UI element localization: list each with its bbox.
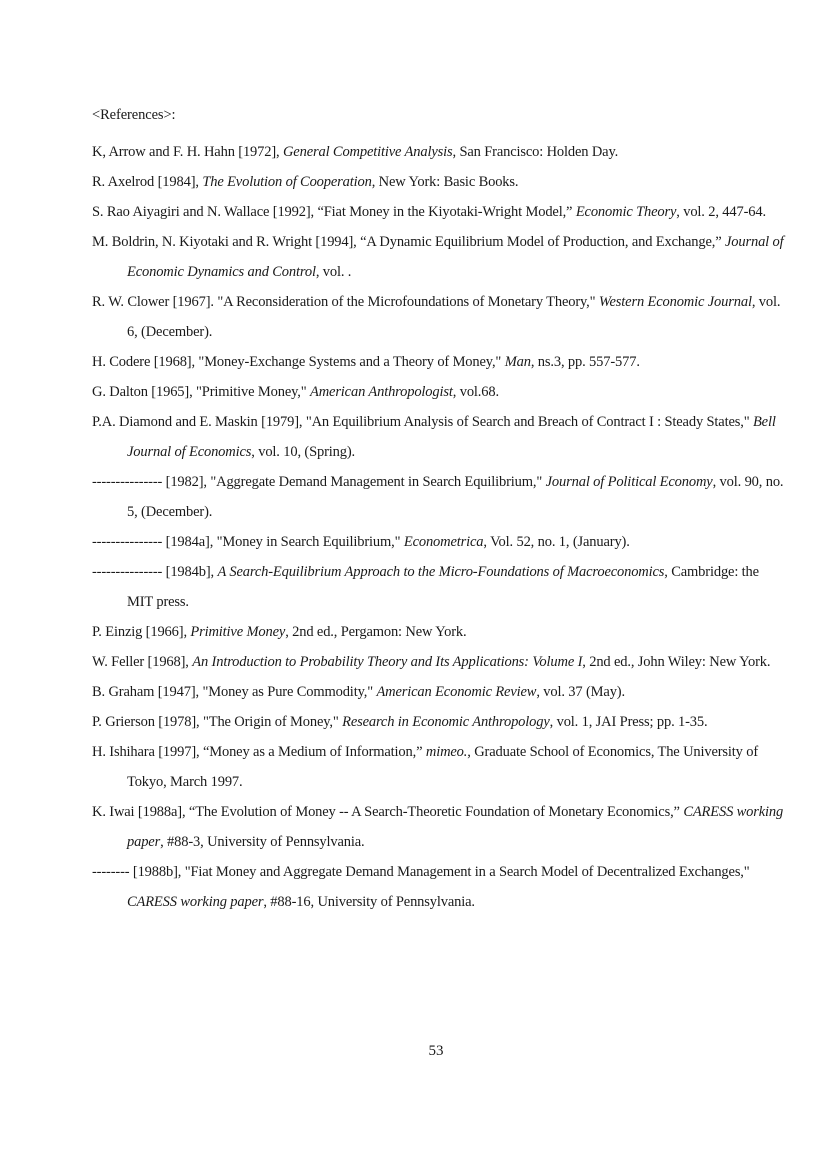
reference-title: American Economic Review [376,684,537,700]
reference-text: K. Iwai [1988a], “The Evolution of Money -- A Search-Theoretic Foundation of Monetary Economics,” [92,804,684,820]
reference-text: , Graduate School of Economics, The University of Tokyo, March 1997. [127,744,759,790]
reference-entry [92,197,787,227]
reference-entry [92,467,787,527]
reference-text: , vol. 10, (Spring). [251,444,355,460]
reference-title: Journal of Economic Dynamics and Control [127,234,784,280]
reference-text: H. Codere [1968], "Money-Exchange Systems and a Theory of Money," [92,354,505,370]
reference-title: A Search-Equilibrium Approach to the Micro-Foundations of Macroeconomics [217,564,665,580]
reference-text: K, Arrow and F. H. Hahn [1972], [92,144,283,160]
reference-title: CARESS working paper [127,894,264,910]
reference-text: , #88-3, University of Pennsylvania. [160,834,365,850]
reference-title: Journal of Political Economy [545,474,713,490]
reference-text: , #88-16, University of Pennsylvania. [263,894,475,910]
reference-list [92,137,787,917]
reference-title: Econometrica [403,534,484,550]
reference-text: , vol. 1, JAI Press; pp. 1-35. [549,714,708,730]
reference-entry [92,677,787,707]
reference-entry [92,527,787,557]
reference-title: An Introduction to Probability Theory and Its Applications: Volume I [192,654,583,670]
reference-title: mimeo. [425,744,468,760]
reference-entry [92,347,787,377]
reference-text: , ns.3, pp. 557-577. [530,354,640,370]
reference-title: Primitive Money [190,624,286,640]
reference-title: Research in Economic Anthropology [342,714,550,730]
reference-text: , vol. 90, no. 5, (December). [127,474,784,520]
reference-entry [92,137,787,167]
reference-text: --------------- [1982], "Aggregate Demand Management in Search Equilibrium," [92,474,546,490]
reference-text: H. Ishihara [1997], “Money as a Medium of Information,” [92,744,426,760]
reference-entry [92,557,787,617]
reference-text: , vol. . [315,264,352,280]
reference-entry [92,737,787,797]
reference-text: W. Feller [1968], [92,654,193,670]
reference-title: American Anthropologist [310,384,453,400]
reference-entry [92,797,787,857]
reference-entry [92,857,787,917]
page-number: 53 [428,1043,444,1059]
reference-title: Man [504,354,531,370]
reference-text: S. Rao Aiyagiri and N. Wallace [1992], “Fiat Money in the Kiyotaki-Wright Model,” [92,204,576,220]
reference-text: , San Francisco: Holden Day. [452,144,619,160]
reference-text: R. Axelrod [1984], [92,174,203,190]
reference-text: P.A. Diamond and E. Maskin [1979], "An Equilibrium Analysis of Search and Breach of Contract I : Steady States," [92,414,753,430]
reference-title: General Competitive Analysis [282,144,453,160]
reference-entry [92,707,787,737]
reference-text: --------------- [1984b], [92,564,218,580]
reference-text: G. Dalton [1965], "Primitive Money," [92,384,310,400]
reference-text: , vol.68. [452,384,499,400]
reference-text: , vol. 2, 447-64. [676,204,766,220]
reference-text: , Vol. 52, no. 1, (January). [483,534,630,550]
reference-text: B. Graham [1947], "Money as Pure Commodity," [92,684,377,700]
reference-title: Bell Journal of Economics [127,414,776,460]
reference-text: -------- [1988b], "Fiat Money and Aggregate Demand Management in a Search Model of Decentralized Exchanges," [92,864,750,880]
reference-text: , vol. 37 (May). [536,684,625,700]
reference-entry [92,287,787,347]
reference-text: R. W. Clower [1967]. "A Reconsideration of the Microfoundations of Monetary Theory," [92,294,599,310]
reference-text: P. Einzig [1966], [92,624,191,640]
references-heading: <References>: [92,107,176,123]
reference-text: , 2nd ed., John Wiley: New York. [582,654,771,670]
reference-text: , vol. 6, (December). [127,294,781,340]
reference-text: P. Grierson [1978], "The Origin of Money," [92,714,343,730]
reference-entry [92,167,787,197]
reference-text: , 2nd ed., Pergamon: New York. [285,624,467,640]
reference-title: Economic Theory [575,204,677,220]
reference-title: Western Economic Journal [598,294,752,310]
reference-entry [92,407,787,467]
reference-text: --------------- [1984a], "Money in Search Equilibrium," [92,534,404,550]
reference-entry [92,647,787,677]
reference-text: , Cambridge: the MIT press. [127,564,759,610]
reference-text: , New York: Basic Books. [371,174,519,190]
reference-title: CARESS working paper [127,804,784,850]
reference-entry [92,377,787,407]
reference-entry [92,617,787,647]
reference-entry [92,227,787,287]
reference-title: The Evolution of Cooperation [202,174,372,190]
reference-text: M. Boldrin, N. Kiyotaki and R. Wright [1994], “A Dynamic Equilibrium Model of Production, and Exchange,” [92,234,725,250]
